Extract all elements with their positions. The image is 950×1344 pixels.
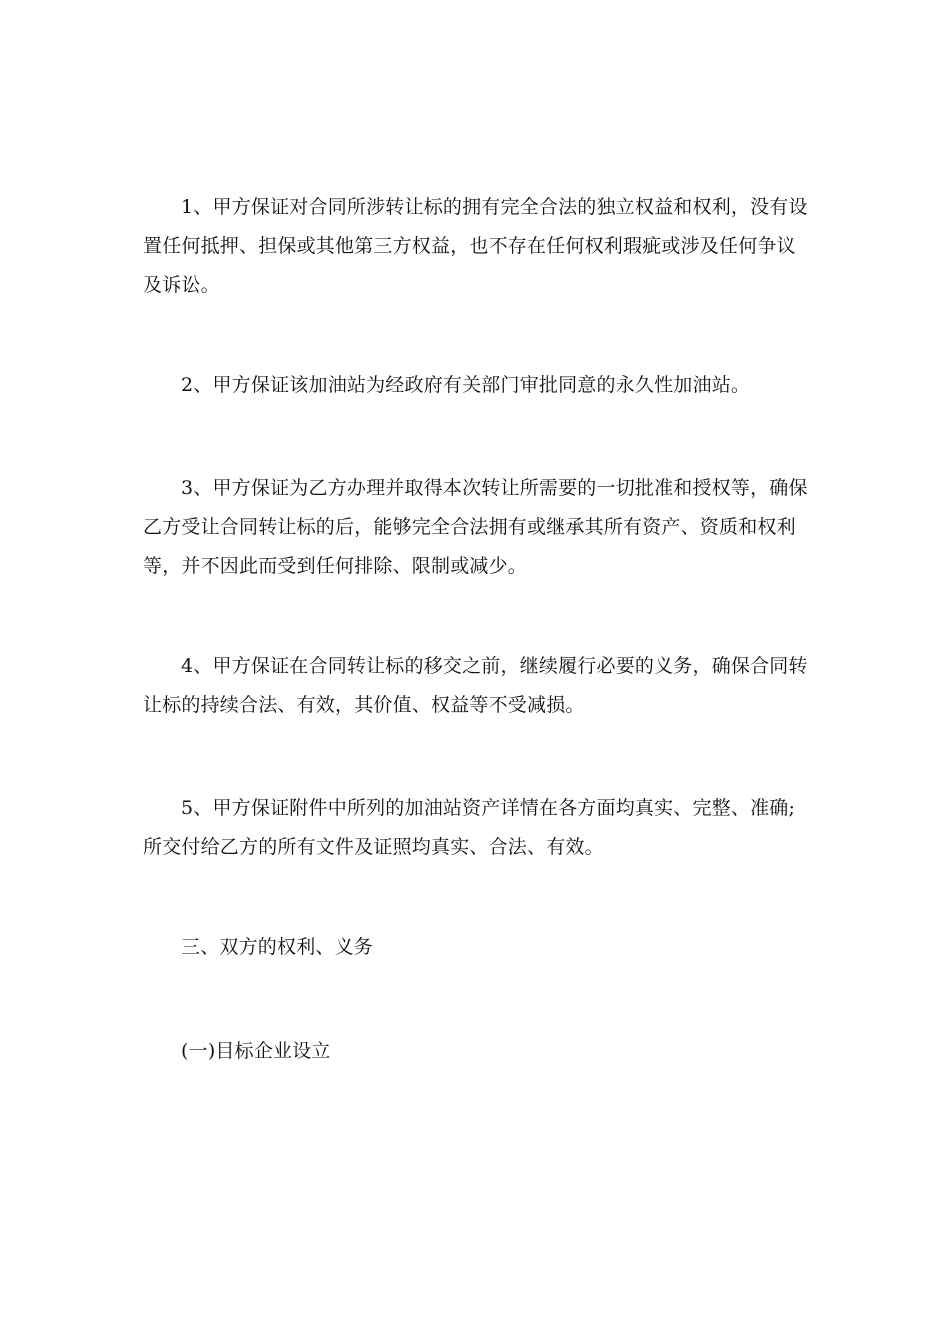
clause-4-paragraph: 4、甲方保证在合同转让标的移交之前，继续履行必要的义务，确保合同转让标的持续合法、有效，其价值、权益等不受减损。	[143, 655, 808, 716]
section-three-heading: 三、双方的权利、义务	[181, 936, 374, 958]
clause-3-paragraph: 3、甲方保证为乙方办理并取得本次转让所需要的一切批准和授权等，确保乙方受让合同转让标的后，能够完全合法拥有或继承其所有资产、资质和权利等，并不因此而受到任何排除、限制或减少。	[143, 477, 808, 577]
clause-2-paragraph: 2、甲方保证该加油站为经政府有关部门审批同意的永久性加油站。	[181, 374, 751, 396]
clause-5-paragraph: 5、甲方保证附件中所列的加油站资产详情在各方面均真实、完整、准确;所交付给乙方的所有文件及证照均真实、合法、有效。	[143, 797, 796, 858]
subsection-one-heading: (一)目标企业设立	[181, 1040, 331, 1062]
clause-1-paragraph: 1、甲方保证对合同所涉转让标的拥有完全合法的独立权益和权利，没有设置任何抵押、担保或其他第三方权益，也不存在任何权利瑕疵或涉及任何争议及诉讼。	[143, 196, 808, 296]
